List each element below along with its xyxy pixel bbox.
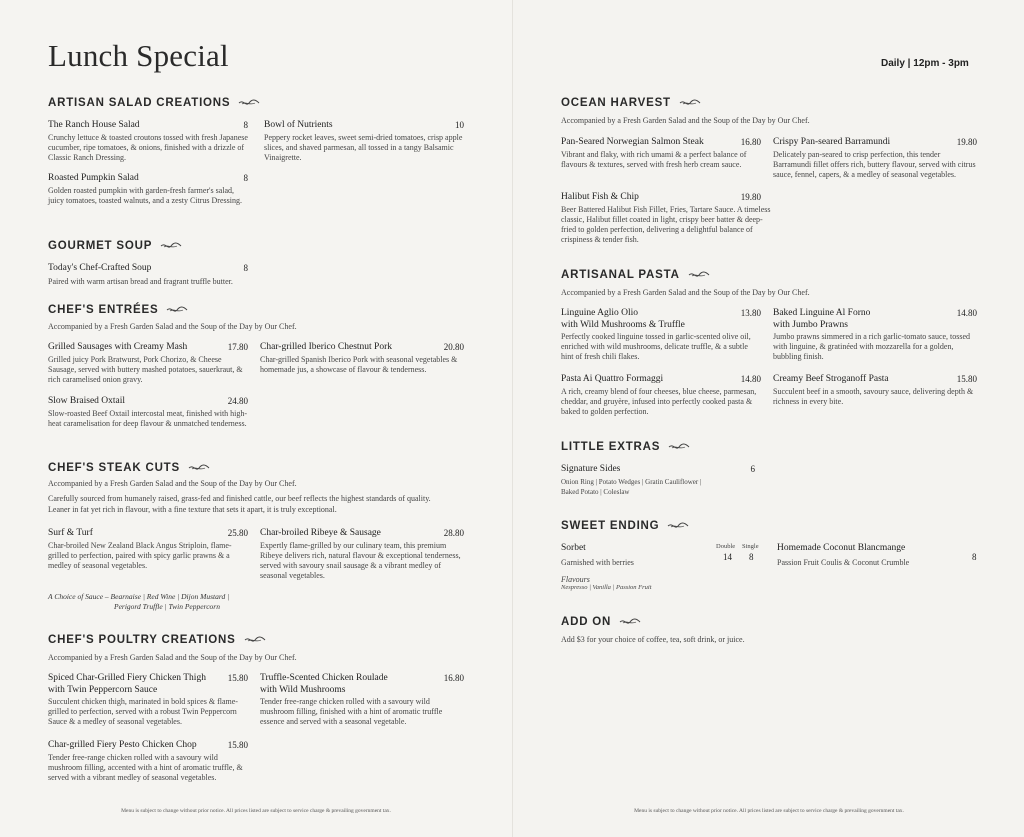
section-heading-sweet [561,520,689,532]
section-heading-text: ARTISANAL PASTA [561,269,680,281]
flourish-icon [679,99,701,107]
menu-item [561,308,761,362]
section-heading-ocean [561,97,701,109]
item-price: 8 [243,173,248,183]
menu-item [48,342,248,385]
single-label: Single [742,543,759,550]
item-description: Tender free-range chicken rolled with a savoury wild mushroom filling, finished with a hint of aromatic truffle essence and served with a seasonal vegetable. [260,697,443,726]
item-price: 20.80 [443,342,464,352]
menu-item [264,120,464,163]
section-heading-text: GOURMET SOUP [48,240,153,252]
item-name: Truffle-Scented Chicken Roulade with Wild Mushrooms [260,673,388,695]
item-name: Spiced Char-Grilled Fiery Chicken Thigh with Twin Peppercorn Sauce [48,673,206,695]
item-description: Char-grilled Spanish Iberico Pork with seasonal vegetables & homemade jus, a showcase of flavour & tenderness. [260,354,458,374]
item-name: Halibut Fish & Chip [561,192,639,202]
item-price: 10 [455,120,464,130]
section-heading-soup [48,240,182,252]
flourish-icon [238,99,260,107]
item-name: Homemade Coconut Blancmange [777,543,906,553]
item-description: Passion Fruit Coulis & Coconut Crumble [777,558,910,567]
section-heading-text: ADD ON [561,616,612,628]
item-price: 15.80 [956,374,977,384]
menu-item [561,192,771,245]
addon-description: Add $3 for your choice of coffee, tea, soft drink, or juice. [561,635,745,644]
item-name: Char-grilled Iberico Chestnut Pork [260,342,392,352]
item-price: 15.80 [227,673,248,683]
item-description: Peppery rocket leaves, sweet semi-dried tomatoes, crisp apple slices, and shaved parmesan, all tossed in a tangy Balsamic Vinaigrette. [264,132,463,162]
single-price: 8 [749,552,754,562]
item-price: 14.80 [956,308,977,318]
menu-item [773,374,977,407]
menu-item [260,342,464,375]
section-heading-text: CHEF'S POULTRY CREATIONS [48,634,236,646]
section-heading-addon [561,616,641,628]
item-description: Slow-roasted Beef Oxtail intercostal meat, finished with high-heat caramelisation for deep flavour & unmatched tenderness. [48,408,248,428]
item-name: Baked Linguine Al Forno with Jumbo Prawns [773,308,871,330]
section-heading-text: SWEET ENDING [561,520,660,532]
section-heading-extras [561,441,690,453]
flourish-icon [244,636,266,644]
item-description: Expertly flame-grilled by our culinary team, this premium Ribeye delivers rich, natural flavour & exceptional tenderness, served with savoury snail sausage & a vibrant medley of seasonal vegetables. [260,540,461,580]
menu-item [260,528,464,581]
section-heading-text: OCEAN HARVEST [561,97,671,109]
sauce-choices-line2: Perigord Truffle | Twin Peppercorn [114,602,220,611]
item-name: Creamy Beef Stroganoff Pasta [773,374,889,384]
item-price: 14.80 [740,374,761,384]
item-price: 19.80 [740,192,761,202]
item-description: Paired with warm artisan bread and fragrant truffle butter. [48,277,233,286]
item-name: Surf & Turf [48,528,93,538]
footer-note: Menu is subject to change without prior notice. All prices listed are subject to service charge & prevailing government tax. [634,808,904,814]
item-price: 13.80 [740,308,761,318]
item-description: Char-broiled New Zealand Black Angus Striploin, flame-grilled to perfection, paired with spicy garlic prawns & a medley of seasonal vegetables. [48,540,232,570]
item-description: Delicately pan-seared to crisp perfection, this tender Barramundi fillet offers rich, buttery flavour, served with citrus sauce, fennel, capers, & a medley of seasonal vegetables. [773,149,976,179]
menu-item [48,120,248,163]
menu-item [48,673,248,727]
item-name: Roasted Pumpkin Salad [48,173,139,183]
serving-hours: Daily | 12pm - 3pm [881,58,969,69]
item-name: Char-broiled Ribeye & Sausage [260,528,381,538]
item-description: Succulent beef in a smooth, savoury sauce, delivering depth & richness in every bite. [773,386,974,406]
flourish-icon [667,522,689,530]
item-name: Slow Braised Oxtail [48,396,126,406]
sides-options-line2: Baked Potato | Coleslaw [561,488,630,496]
item-price: 19.80 [956,137,977,147]
item-price: 8 [972,552,977,562]
section-heading-salad [48,97,260,109]
double-price: 14 [723,552,732,562]
item-description: Vibrant and flaky, with rich umami & a perfect balance of flavours & textures, served with fresh herb cream sauce. [561,149,747,169]
item-price: 24.80 [227,396,248,406]
section-note: Accompanied by a Fresh Garden Salad and the Soup of the Day by Our Chef. [48,322,297,331]
section-note: Accompanied by a Fresh Garden Salad and the Soup of the Day by Our Chef. [48,653,297,662]
menu-item [48,173,248,206]
item-price: 8 [243,120,248,130]
item-name: Char-grilled Fiery Pesto Chicken Chop [48,740,197,750]
menu-item [561,137,761,170]
flavours-list: Nespresso | Vanilla | Passion Fruit [561,584,652,591]
flourish-icon [188,464,210,472]
menu-item [773,137,977,180]
double-label: Double [716,543,736,550]
item-name: Pan-Seared Norwegian Salmon Steak [561,137,704,147]
menu-item [561,464,755,476]
section-heading-poultry [48,634,266,646]
flourish-icon [619,618,641,626]
item-description: A rich, creamy blend of four cheeses, blue cheese, parmesan, cheddar, and gruyère, infused into perfectly cooked pasta & baked to golden perfection. [561,386,757,416]
footer-note: Menu is subject to change without prior notice. All prices listed are subject to service charge & prevailing government tax. [121,808,391,814]
section-note: Accompanied by a Fresh Garden Salad and the Soup of the Day by Our Chef. [561,116,810,125]
item-description: Succulent chicken thigh, marinated in bold spices & flame-grilled to perfection, served with a robust Twin Peppercorn Sauce & a medley of seasonal vegetables. [48,697,238,726]
item-name: Crispy Pan-seared Barramundi [773,137,891,147]
item-price: 16.80 [443,673,464,683]
item-price: 25.80 [227,528,248,538]
item-name: Grilled Sausages with Creamy Mash [48,342,188,352]
item-name: The Ranch House Salad [48,120,140,130]
item-name: Signature Sides [561,464,621,474]
item-name: Linguine Aglio Olio with Wild Mushrooms & Truffle [561,308,685,330]
menu-item [48,528,248,571]
flourish-icon [160,242,182,250]
steak-intro: Carefully sourced from humanely raised, grass-fed and finished cattle, our beef reflects the highest standards of quality. Leaner in fat yet rich in flavour, with a fine texture that sets it apart, it is truly exceptional. [48,494,431,514]
menu-item [561,374,761,417]
item-description: Garnished with berries [561,558,634,567]
page-title: Lunch Special [48,38,229,73]
item-price: 16.80 [740,137,761,147]
section-heading-steak [48,462,210,474]
item-price: 6 [750,464,755,474]
menu-item [48,396,248,429]
item-description: Golden roasted pumpkin with garden-fresh farmer's salad, juicy tomatoes, toasted walnuts, and a zesty Citrus Dressing. [48,185,242,205]
sauce-choices-line1: A Choice of Sauce – Bearnaise | Red Wine | Dijon Mustard | [48,592,230,601]
item-price: 8 [243,263,248,273]
flourish-icon [668,443,690,451]
section-note: Accompanied by a Fresh Garden Salad and the Soup of the Day by Our Chef. [561,288,810,297]
item-description: Tender free-range chicken rolled with a savoury wild mushroom filling, accented with a hint of aromatic truffle, & served with a vibrant medley of seasonal vegetables. [48,752,243,782]
item-description: Crunchy lettuce & toasted croutons tossed with fresh Japanese cucumber, ripe tomatoes, & onions, finished with a drizzle of Classic Ranch Dressing. [48,132,248,162]
item-name: Sorbet [561,543,586,553]
menu-item [48,263,248,275]
sides-options-line1: Onion Ring | Potato Wedges | Gratin Cauliflower | [561,478,702,486]
section-note: Accompanied by a Fresh Garden Salad and the Soup of the Day by Our Chef. [48,479,297,488]
item-description: Beer Battered Halibut Fish Fillet, Fries, Tartare Sauce. A timeless classic, Halibut fillet coated in light, crispy beer batter & deep-fried to golden perfection, delivering a delightful balance of crispiness & tender fish. [561,204,771,244]
menu-item [773,308,977,362]
menu-item [48,740,248,783]
section-heading-entrees [48,304,188,316]
menu-right-page [512,0,1024,837]
flourish-icon [166,306,188,314]
item-name: Today's Chef-Crafted Soup [48,263,152,273]
item-price: 15.80 [227,740,248,750]
menu-item [260,673,464,727]
section-heading-pasta [561,269,710,281]
section-heading-text: CHEF'S STEAK CUTS [48,462,180,474]
section-heading-text: LITTLE EXTRAS [561,441,661,453]
item-description: Grilled juicy Pork Bratwurst, Pork Chorizo, & Cheese Sausage, served with buttery mashed potatoes, sauerkraut, & rich caramelised onion gravy. [48,354,243,384]
item-name: Pasta Ai Quattro Formaggi [561,374,664,384]
flavours-label: Flavours [561,575,590,584]
item-description: Perfectly cooked linguine tossed in garlic-scented olive oil, enriched with wild mushrooms, delicate truffle, & a subtle hint of fresh chili flakes. [561,332,751,361]
item-price: 28.80 [443,528,464,538]
section-heading-text: ARTISAN SALAD CREATIONS [48,97,231,109]
section-heading-text: CHEF'S ENTRÉES [48,304,159,316]
item-name: Bowl of Nutrients [264,120,333,130]
item-description: Jumbo prawns simmered in a rich garlic-tomato sauce, tossed with linguine, & gratinéed with mozzarella for a golden, bubbling finish. [773,332,971,361]
item-price: 17.80 [227,342,248,352]
flourish-icon [688,271,710,279]
